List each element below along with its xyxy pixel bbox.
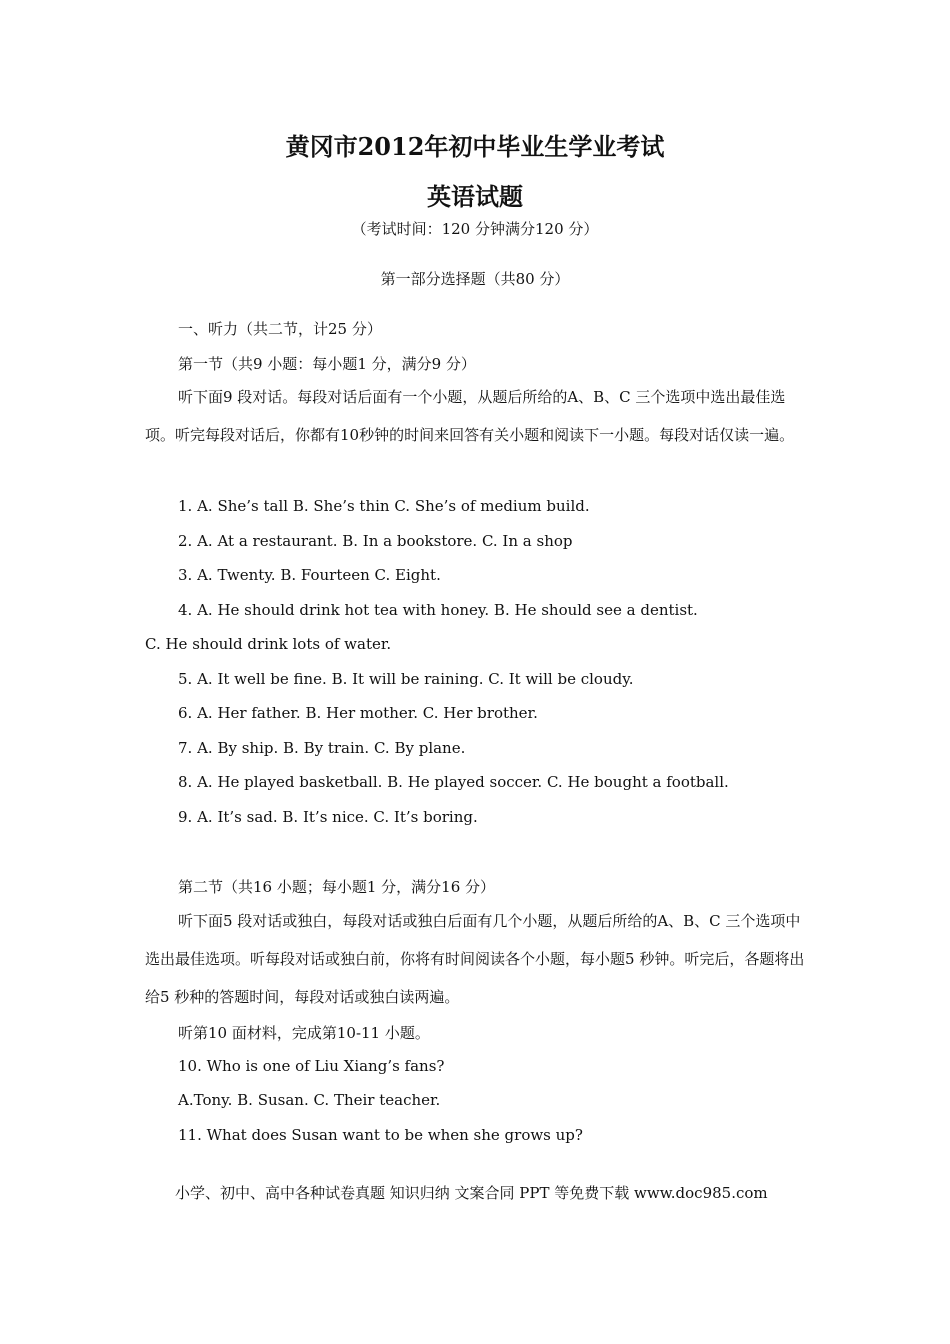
question-1: 1. A. She’s tall B. She’s thin C. She’s of medium build. — [178, 497, 590, 515]
exam-subtitle: 英语试题 — [427, 182, 523, 211]
question-4-option-c: C. He should drink lots of water. — [145, 635, 392, 653]
question-3: 3. A. Twenty. B. Fourteen C. Eight. — [178, 566, 441, 584]
listening-section-heading: 一、听力（共二节，计25 分） — [178, 320, 382, 338]
page-footer: 小学、初中、高中各种试卷真题 知识归纳 文案合同 PPT 等免费下载 www.doc985.com — [175, 1184, 768, 1202]
part-one-heading: 第一部分选择题（共80 分） — [380, 270, 570, 288]
question-4: 4. A. He should drink hot tea with honey. B. He should see a dentist. — [178, 601, 698, 619]
question-5: 5. A. It well be fine. B. It will be raining. C. It will be cloudy. — [178, 670, 634, 688]
question-10: 10. Who is one of Liu Xiang’s fans? — [178, 1057, 445, 1075]
question-6: 6. A. Her father. B. Her mother. C. Her brother. — [178, 704, 538, 722]
exam-info: （考试时间：120 分钟满分120 分） — [351, 220, 599, 238]
question-11: 11. What does Susan want to be when she grows up? — [178, 1126, 583, 1144]
question-9: 9. A. It’s sad. B. It’s nice. C. It’s boring. — [178, 808, 478, 826]
section-two-heading: 第二节（共16 小题；每小题1 分，满分16 分） — [178, 878, 496, 896]
section-one-instructions: 听下面9 段对话。每段对话后面有一个小题，从题后所给的A、B、C 三个选项中选出最佳选项。听完每段对话后，你都有10秒钟的时间来回答有关小题和阅读下一小题。每段对话仅读一遍。 — [145, 388, 795, 444]
question-2: 2. A. At a restaurant. B. In a bookstore. C. In a shop — [178, 532, 573, 550]
section-two-instructions: 听下面5 段对话或独白，每段对话或独白后面有几个小题，从题后所给的A、B、C 三个选项中选出最佳选项。听每段对话或独白前，你将有时间阅读各个小题，每小题5 秒钟。听完后，各题将出给5 秒种的答题时间，每段对话或独白读两遍。 — [145, 912, 805, 1006]
material-10-instruction: 听第10 面材料，完成第10-11 小题。 — [178, 1024, 430, 1042]
question-10-options: A.Tony. B. Susan. C. Their teacher. — [178, 1091, 441, 1109]
question-8: 8. A. He played basketball. B. He played soccer. C. He bought a football. — [178, 773, 729, 791]
question-7: 7. A. By ship. B. By train. C. By plane. — [178, 739, 466, 757]
exam-title: 黄冈市2012年初中毕业生学业考试 — [285, 132, 665, 161]
section-one-heading: 第一节（共9 小题：每小题1 分，满分9 分） — [178, 355, 476, 373]
